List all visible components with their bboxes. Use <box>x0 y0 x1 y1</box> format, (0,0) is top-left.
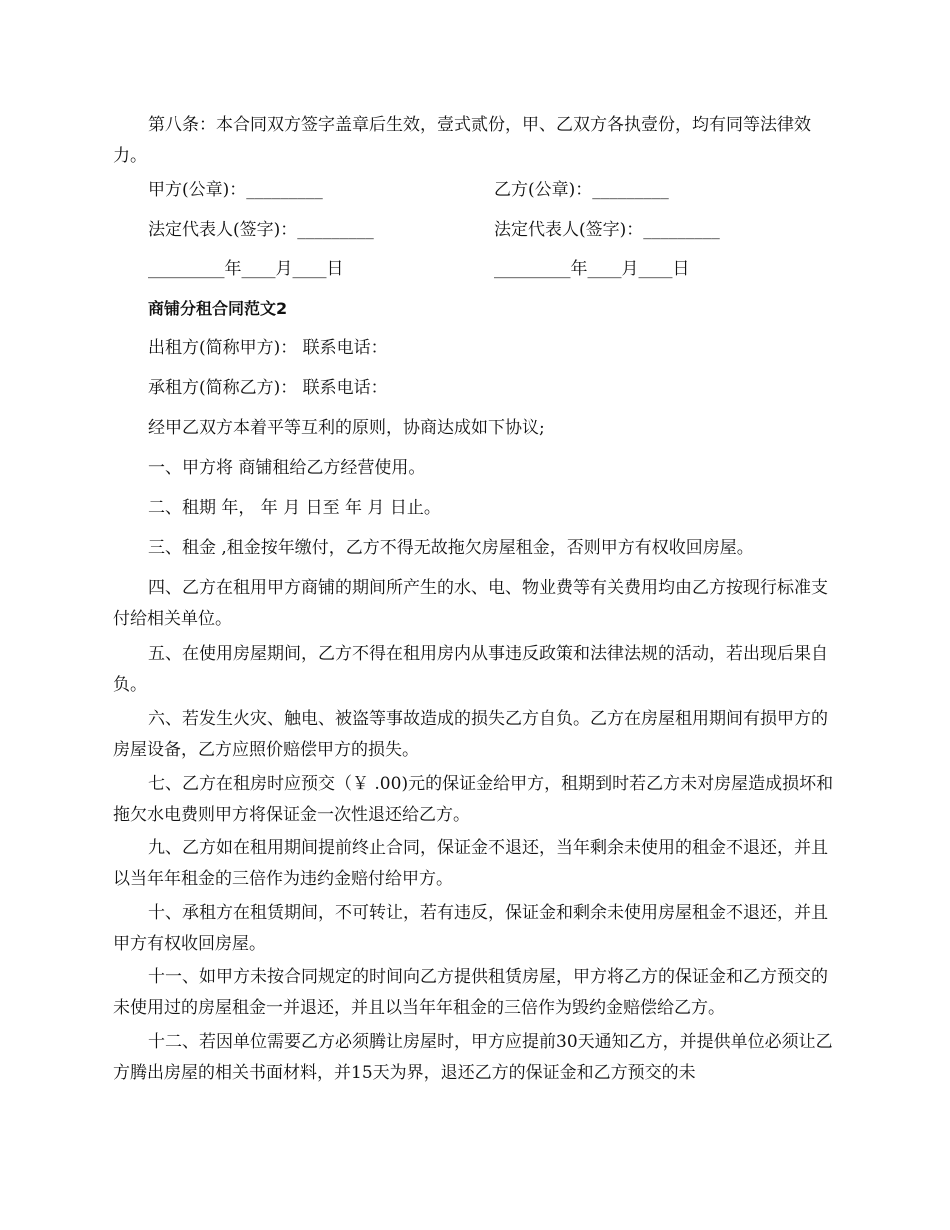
lessee-line: 承租方(简称乙方)： 联系电话： <box>148 378 388 398</box>
clause-5: 五、在使用房屋期间，乙方不得在租用房内从事违反政策和法律法规的活动，若出现后果自负。 <box>113 644 828 695</box>
intro-paragraph: 经甲乙双方本着平等互利的原则，协商达成如下协议; <box>148 418 545 438</box>
clause-1: 一、甲方将 商铺租给乙方经营使用。 <box>148 458 426 478</box>
article-8-paragraph: 第八条：本合同双方签字盖章后生效，壹式贰份，甲、乙双方各执壹份，均有同等法律效力。 <box>113 115 811 166</box>
clause-10: 十、承租方在租赁期间，不可转让，若有违反，保证金和剩余未使用房屋租金不退还，并且甲方有权收回房屋。 <box>113 903 828 954</box>
lessor-line: 出租方(简称甲方)： 联系电话： <box>148 338 388 358</box>
clause-12: 十二、若因单位需要乙方必须腾让房屋时，甲方应提前30天通知乙方，并提供单位必须让乙方腾出房屋的相关书面材料，并15天为界，退还乙方的保证金和乙方预交的未 <box>113 1032 833 1083</box>
clause-4: 四、乙方在租用甲方商铺的期间所产生的水、电、物业费等有关费用均由乙方按现行标准支付给相关单位。 <box>113 578 828 629</box>
party-a-representative-line: 法定代表人(签字)：_________ <box>148 220 374 240</box>
section-title: 商铺分租合同范文2 <box>148 299 288 318</box>
clause-6: 六、若发生火灾、触电、被盗等事故造成的损失乙方自负。乙方在房屋租用期间有损甲方的房屋设备，乙方应照价赔偿甲方的损失。 <box>113 709 828 760</box>
clause-11: 十一、如甲方未按合同规定的时间向乙方提供租赁房屋，甲方将乙方的保证金和乙方预交的未使用过的房屋租金一并退还，并且以当年年租金的三倍作为毁约金赔偿给乙方。 <box>113 967 828 1018</box>
clause-2: 二、租期 年， 年 月 日至 年 月 日止。 <box>148 498 441 518</box>
clause-7: 七、乙方在租房时应预交（￥ .00)元的保证金给甲方，租期到时若乙方未对房屋造成损坏和拖欠水电费则甲方将保证金一次性退还给乙方。 <box>113 774 834 825</box>
party-a-seal-line: 甲方(公章)：_________ <box>148 180 323 200</box>
party-b-date-line: _________年____月____日 <box>494 259 690 279</box>
party-b-seal-line: 乙方(公章)：_________ <box>494 180 669 200</box>
party-b-representative-line: 法定代表人(签字)：_________ <box>494 220 720 240</box>
party-a-date-line: _________年____月____日 <box>148 259 344 279</box>
clause-3: 三、租金 ,租金按年缴付，乙方不得无故拖欠房屋租金，否则甲方有权收回房屋。 <box>148 538 754 558</box>
clause-9: 九、乙方如在租用期间提前终止合同，保证金不退还，当年剩余未使用的租金不退还，并且以当年年租金的三倍作为违约金赔付给甲方。 <box>113 838 828 889</box>
